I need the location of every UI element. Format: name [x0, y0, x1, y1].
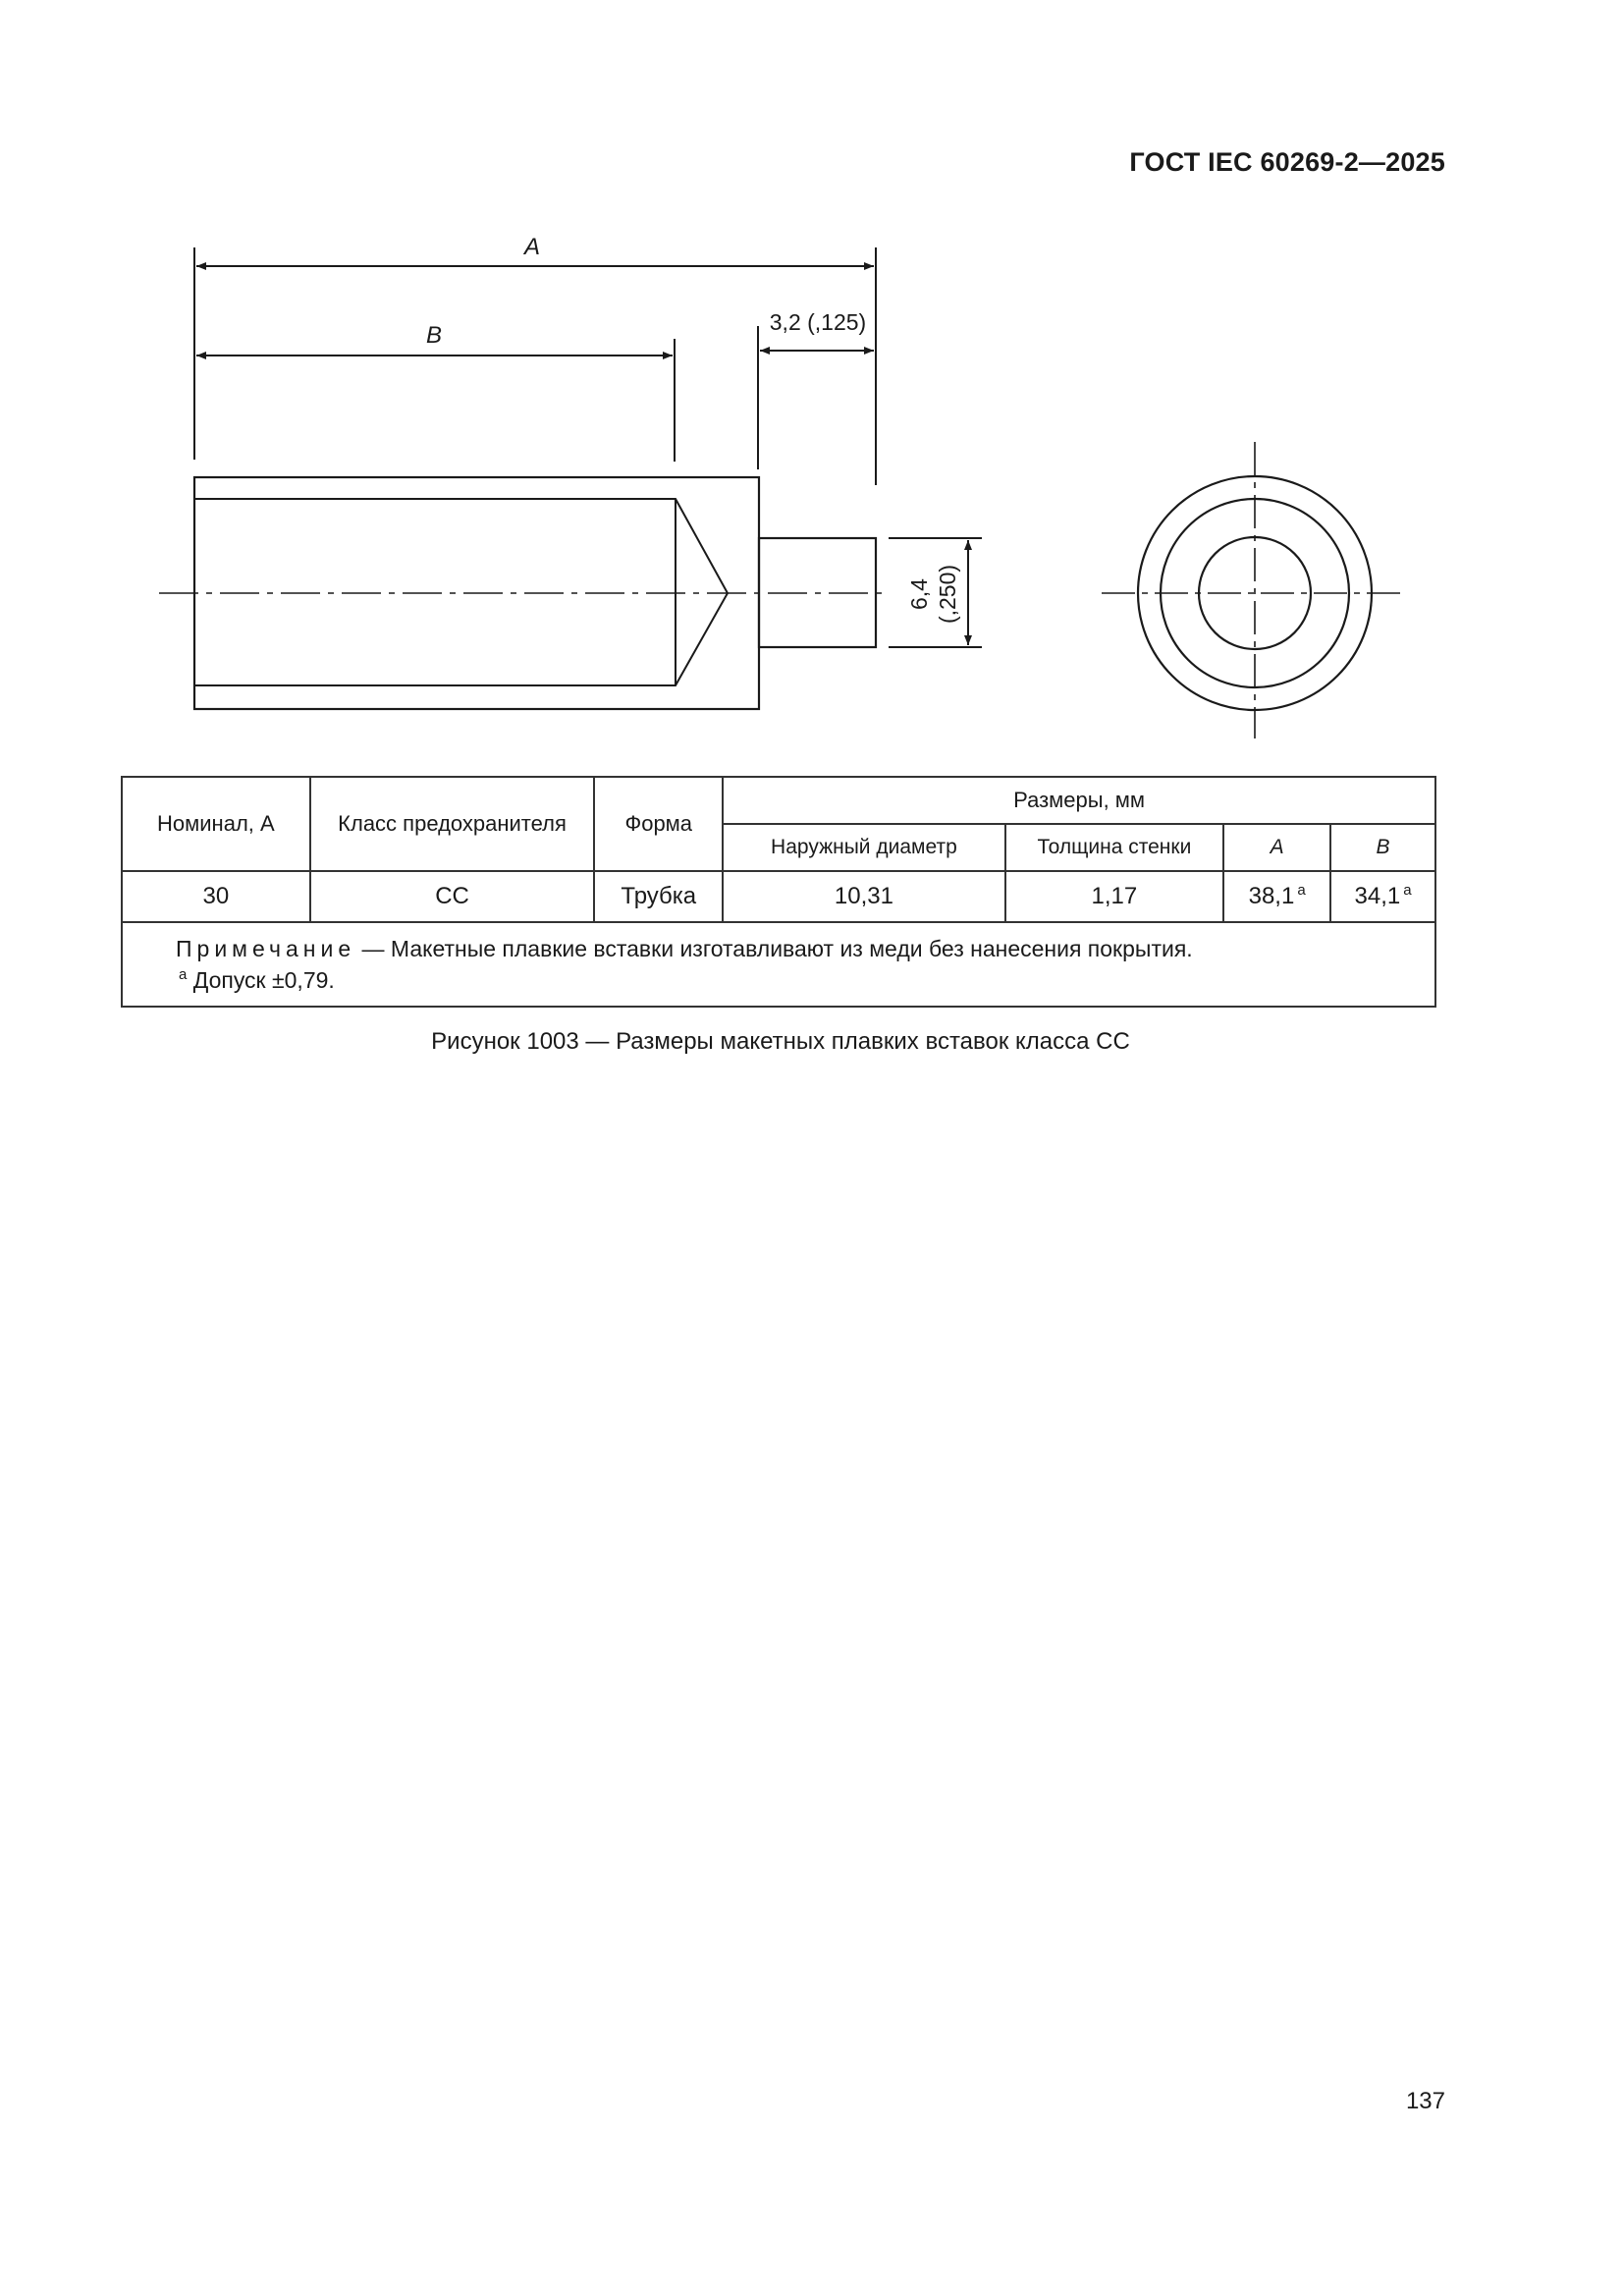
- table-note-row: [122, 922, 1435, 1007]
- cell-wall-thickness: 1,17: [1005, 871, 1224, 922]
- cell-outer-diameter: 10,31: [723, 871, 1004, 922]
- dim-label-stub-length: 3,2 (,125): [769, 309, 867, 335]
- figure-caption: Рисунок 1003 — Размеры макетных плавких вставок класса СС: [431, 1028, 1130, 1055]
- page-number: 137: [1405, 2088, 1445, 2114]
- dim-label-b: B: [425, 322, 443, 349]
- note-text: — Макетные плавкие вставки изготавливают из меди без нанесения покрытия.: [355, 936, 1193, 961]
- cell-nominal: 30: [122, 871, 310, 922]
- cell-a-footnote: a: [1297, 882, 1306, 899]
- note-label: Примечание: [176, 936, 356, 961]
- dim-label-stub-diameter-mm: 6,4: [906, 578, 932, 610]
- cell-a: [1223, 871, 1330, 922]
- header-outer-diameter: Наружный диаметр: [723, 824, 1004, 871]
- table-note: [122, 922, 1435, 1007]
- cell-b: [1330, 871, 1435, 922]
- header-dimensions: Размеры, мм: [723, 777, 1435, 824]
- cell-form: Трубка: [594, 871, 723, 922]
- header-wall-thickness: Толщина стенки: [1005, 824, 1224, 871]
- footnote-text: Допуск ±0,79.: [187, 967, 335, 993]
- header-b: B: [1330, 824, 1435, 871]
- dim-label-a: A: [523, 234, 541, 260]
- cell-b-footnote: a: [1403, 882, 1412, 899]
- header-nominal: Номинал, А: [122, 777, 310, 871]
- header-a: A: [1223, 824, 1330, 871]
- header-form: Форма: [594, 777, 723, 871]
- fuse-bore-outline: [194, 499, 728, 685]
- fuse-drawing: [0, 0, 1623, 746]
- cell-fuse-class: СС: [310, 871, 595, 922]
- dim-label-stub-diameter-in: (,250): [935, 564, 960, 625]
- table-header-row: [122, 777, 1435, 824]
- dimensions-table: [121, 776, 1436, 1008]
- cell-b-value: 34,1: [1354, 883, 1401, 909]
- table-row: [122, 871, 1435, 922]
- standard-title: ГОСТ IEC 60269-2—2025: [1129, 147, 1445, 177]
- header-fuse-class: Класс предохранителя: [310, 777, 595, 871]
- cell-a-value: 38,1: [1248, 883, 1295, 909]
- footnote-mark: a: [179, 966, 188, 984]
